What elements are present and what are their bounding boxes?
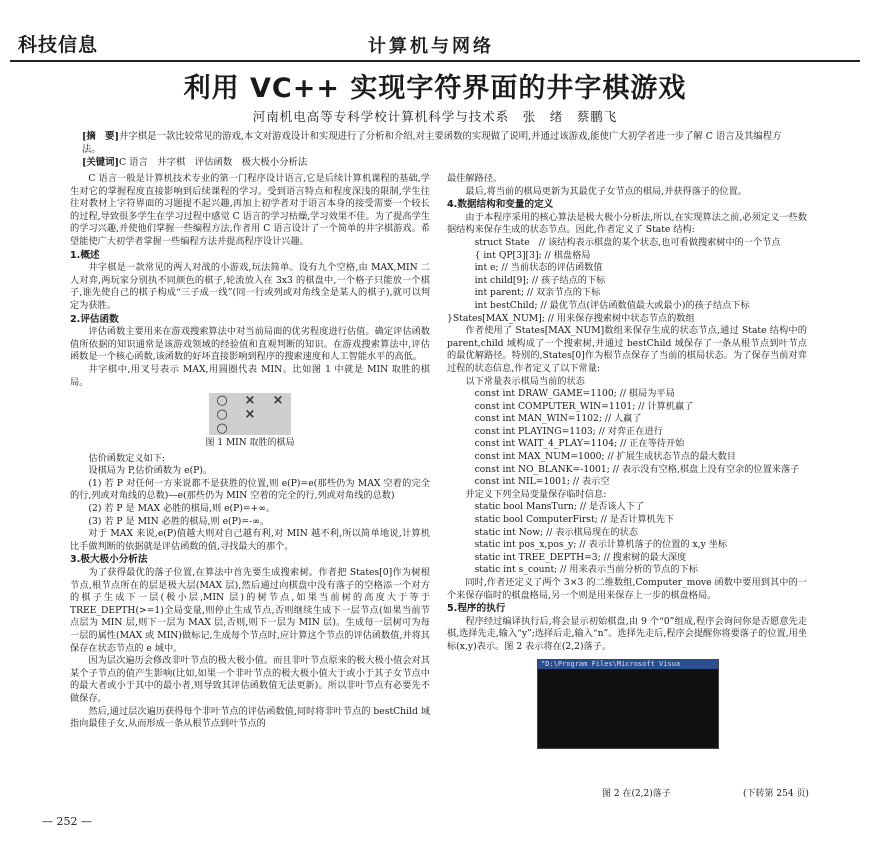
paragraph: 井字棋是一款常见的两人对战的小游戏,玩法简单。设有九个空格,由 MAX,MIN 二人对弈,两玩家分别执不同颜色的棋子,轮流放入在 3x3 的棋盘中,一个格子只能放一个棋子,谁先使自己的棋子构成“三子成一线”(同一行或列或对角线全是某人的棋子),就可以判定为获胜。	[70, 262, 430, 311]
console-title-bar: "D:\Program Files\Microsoft Visua	[538, 660, 718, 669]
abstract-label: [摘 要]	[82, 131, 119, 142]
code-line: int child[9]; // 孩子结点的下标	[474, 274, 606, 286]
cross-icon: ×	[244, 393, 256, 409]
code-line: const int DRAW_GAME=1100; // 棋局为平局	[474, 388, 675, 400]
paragraph: 程序经过编译执行后,将会显示初始棋盘,由 9 个“0”组成,程序会询问你是否愿意先走棋,选择先走,输入“y”;选择后走,输入“n”。选择先走后,程序会提醒你将要落子的位置,用坐标(x,y)表示。图 2 表示将在(2,2)落子。	[447, 615, 807, 652]
code-line: static bool MansTurn; // 是否该人下了	[474, 501, 645, 513]
code-line: int parent; // 双亲节点的下标	[474, 287, 601, 299]
abstract-text: 井字棋是一款比较常见的游戏,本文对游戏设计和实现进行了分析和介绍,对主要函数的实现做了说明,并通过该游戏,能使广大初学者进一步了解 C 语言及其编程方法。	[82, 131, 782, 155]
paragraph: 作者使用了 States[MAX_NUM]数组来保存生成的状态节点,通过 State 结构中的 parent,child 域构成了一个搜索树,并通过 bestChild 域保存了一条从根节点到叶节点的最优解路径。特别的,States[0]作为根节点保存了当前的棋局状态。为了保存当前对弈过程的状态信息,作者定义了以下常量:	[447, 325, 807, 374]
circle-icon: ○	[216, 407, 228, 423]
keywords-text: C 语言 井字棋 评估函数 极大极小分析法	[119, 157, 308, 168]
code-line: const int COMPUTER_WIN=1101; // 计算机赢了	[474, 400, 694, 412]
paragraph: 以下常量表示棋局当前的状态	[465, 375, 585, 387]
right-column	[447, 173, 807, 749]
paragraph: (2) 若 P 是 MAX 必胜的棋局,则 e(P)=+∞。	[88, 503, 276, 515]
cross-icon: ×	[244, 407, 256, 423]
section-heading-4: 4.数据结构和变量的定义	[447, 199, 554, 211]
code-line: const int NIL=1001; // 表示空	[474, 476, 610, 488]
paragraph: 由于本程序采用的核心算法是极大极小分析法,所以,在实现算法之前,必须定义一些数据结构来保存生成的状态节点。因此,作者定义了 State 结构:	[447, 211, 807, 236]
section-heading-2: 2.评估函数	[70, 313, 119, 325]
code-line: { int QP[3][3]; // 棋盘格局	[474, 249, 591, 261]
code-line: const int WAIT_4_PLAY=1104; // 正在等待开始	[474, 438, 685, 450]
section-heading-3: 3.极大极小分析法	[70, 554, 148, 566]
figure-1-board	[209, 393, 291, 435]
code-line: static int pos_x,pos_y; // 表示计算机落子的位置的 x,y 坐标	[474, 539, 728, 551]
cross-icon: ×	[272, 393, 284, 409]
intro-paragraph: C 语言一般是计算机技术专业的第一门程序设计语言,它是后续计算机课程的基础,学生对它的掌握程度直接影响到后续课程的学习。受到语言特点和程度深浅的限制,学生往往对教材上字符界面的习题提不起兴趣,再加上初学者对于语言本身的接受需要一个较长的过程,导致很多学生在学习过程中感觉 C 语言的学习枯燥,学习效果不佳。为了提高学生的学习兴趣,并使他们掌握一些编程方法,作者用 C 语言设计了一个简单的井字棋游戏。希望能使广大初学者掌握一些编程方法并提高程序设计兴趣。	[70, 173, 430, 247]
paragraph: 井字棋中,用叉号表示 MAX,用圆圈代表 MIN。比如图 1 中就是 MIN 取胜的棋局。	[70, 363, 430, 388]
paragraph: 并定义下列全局变量保存临时信息:	[465, 488, 607, 500]
left-column	[70, 173, 430, 731]
code-line: const int NO_BLANK=-1001; // 表示没有空格,棋盘上没有空余的位置来落子	[474, 463, 800, 475]
paragraph: 设棋局为 P,估价函数为 e(P)。	[88, 465, 213, 477]
article-authors: 河南机电高等专科学校计算机科学与技术系 张 绪 蔡鹏飞	[252, 109, 618, 124]
journal-name: 科技信息	[18, 34, 99, 56]
section-heading-1: 1.概述	[70, 249, 100, 261]
circle-icon: ○	[216, 421, 228, 437]
paragraph: 为了获得最优的落子位置,在算法中首先要生成搜索树。作者把 States[0]作为树根节点,根节点所在的层是极大层(MAX 层),然后通过向棋盘中没有落子的空格添一个对方的棋子生成下一层(极小层,MIN 层)的树节点,如果当前树的高度大于等于 TREE_DEPTH(>=1)全局变量,则停止生成节点,否则继续生成下一层节点(如果当前节点层为 MIN 层,则下一层为 MAX 层,否则,则下一层为 MIN 层)。生成每一层树可为每一层的属性(MAX 或 MIN)做标记,生成每个节点时,应计算这个节点的评估函数值,并将其保存在状态节点的 e 域中。	[70, 567, 430, 654]
code-line: struct State // 该结构表示棋盘的某个状态,也可看做搜索树中的一个节点	[474, 236, 781, 248]
code-line: int e; // 当前状态的评估函数值	[474, 262, 603, 274]
article-title: 利用 VC++ 实现字符界面的井字棋游戏	[183, 73, 687, 104]
section-heading-5: 5.程序的执行	[447, 603, 506, 615]
paragraph: 然后,通过层次遍历获得每个非叶节点的评估函数值,同时将非叶节点的 bestChild 域指向最佳子女,从而形成一条从根节点到叶节点的	[70, 705, 430, 730]
paragraph: 估价函数定义如下:	[88, 452, 165, 464]
figure-2-caption: 图 2 在(2,2)落子	[602, 789, 671, 799]
continued-note: (下转第 254 页)	[743, 789, 809, 799]
figure-2-console-screenshot	[537, 659, 719, 749]
code-line: static bool ComputerFirst; // 是否计算机先下	[474, 514, 675, 526]
header-rule	[10, 60, 860, 62]
page-number: — 252 —	[42, 815, 92, 828]
code-line: static int Now; // 表示棋局现在的状态	[474, 526, 638, 538]
paragraph: 最佳解路径。	[447, 173, 503, 184]
keywords-label: [关键词]	[82, 157, 119, 168]
code-line: const int PLAYING=1103; // 对弈正在进行	[474, 425, 663, 437]
paragraph: 评估函数主要用来在游戏搜索算法中对当前局面的优劣程度进行估值。确定评估函数值所依据的知识通常是该游戏领域的经验值和直观判断的知识。在游戏搜索算法中,评估函数是一个核心函数,该函数的好坏直接影响到程序的搜索速度和人工智能水平的高低。	[70, 326, 430, 363]
circle-icon: ○	[216, 393, 228, 409]
paragraph: (1) 若 P 对任何一方来说都不是获胜的位置,则 e(P)=e(那些仍为 MAX 空着的完全的行,列或对角线的总数)—e(那些仍为 MIN 空着的完全的行,列或对角线的总数)	[70, 477, 430, 502]
code-line: static int TREE_DEPTH=3; // 搜索树的最大深度	[474, 551, 687, 563]
paragraph: 同时,作者还定义了两个 3×3 的二维数组,Computer_move 函数中要用到其中的一个来保存临时的棋盘格局,另一个则是用来保存上一步的棋盘格局。	[447, 577, 807, 601]
code-line: }States[MAX_NUM]; // 用来保存搜索树中状态节点的数组	[447, 312, 695, 324]
section-name: 计算机与网络	[368, 36, 494, 57]
paragraph: 最后,将当前的棋局更新为其最优子女节点的棋局,并获得落子的位置。	[465, 185, 747, 197]
paragraph: 因为层次遍历会修改非叶节点的极大极小值。而且非叶节点原来的极大极小值会对其某个子节点的值产生影响(比如,如果一个非叶节点的极大极小值大于或小于其子女节点中的最大者或小于其中的最小者,则导致其评估函数值无法更新)。所以非叶节点有必要先不做保存。	[70, 655, 430, 704]
paragraph: (3) 若 P 是 MIN 必胜的棋局,则 e(P)=-∞。	[88, 515, 270, 527]
code-line: int bestChild; // 最优节点(评估函数值最大或最小)的孩子结点下标	[474, 299, 750, 311]
paragraph: 对于 MAX 来说,e(P)值越大则对自己越有利,对 MIN 越不利,所以简单地说,计算机比手做判断的依据就是评估函数的值,寻找最大的那个。	[70, 528, 430, 552]
code-line: const int MAX_NUM=1000; // 扩展生成状态节点的最大数目	[474, 451, 736, 463]
code-line: static int s_count; // 用来表示当前分析的节点的下标	[474, 564, 698, 576]
code-line: const int MAN_WIN=1102; // 人赢了	[474, 413, 642, 425]
figure-1-caption: 图 1 MIN 取胜的棋局	[205, 438, 295, 449]
abstract-block	[82, 130, 784, 169]
